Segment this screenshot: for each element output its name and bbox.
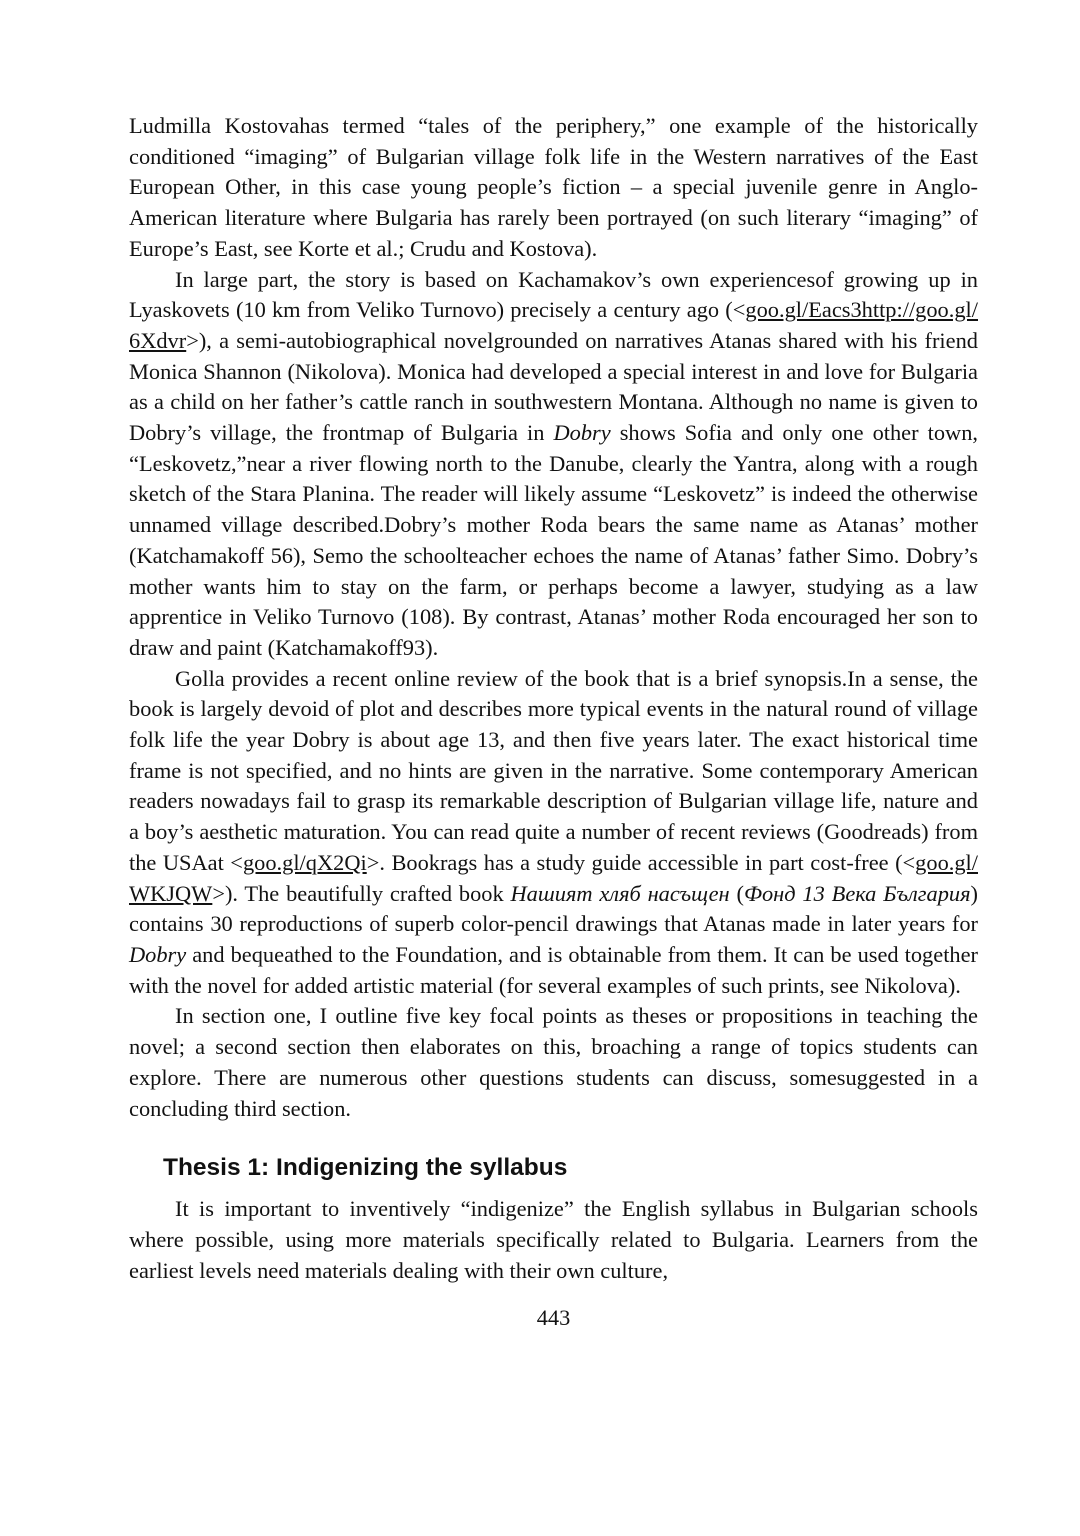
text-run: Golla provides a recent online review of the book that is a brief synopsis.In a sense, the book is largely devoid of plot and describes more typical events in the natural round of village folk life the year Dobry is about age 13, and then five years later. The exact historical time frame is not specified, and no hints are given in the narrative. Some contemporary American readers nowadays fail to grasp its remarkable description of Bulgarian village life, nature and a boy’s aesthetic maturation. You can read quite a number of recent reviews (Goodreads) from the USAat < (129, 665, 978, 875)
text-run: In large part, the story is based on Kachamakov’s own experiencesof growing up in Lyaskovets (10 km from Veliko Turnovo) precisely a century ago (< (129, 266, 978, 323)
book-title-cyrillic: Нашият хляб насъщен (510, 880, 730, 906)
paragraph-tales-of-periphery (129, 111, 978, 265)
link-goo-gl-eacs3-6xdvr[interactable]: goo.gl/Eacs3http://goo.gl/6Xdvr (129, 297, 978, 353)
text-run: >). The beautifully crafted book (212, 880, 511, 906)
text-run: It is important to inventively “indigenize” the English syllabus in Bulgarian schools where possible, using more materials specifically related to Bulgaria. Learners from the earliest levels need materials dealing with their own culture, (129, 1196, 978, 1283)
text-run: Ludmilla Kostovahas termed “tales of the periphery,” one example of the historically conditioned “imaging” of Bulgarian village folk life in the Western narratives of the East European Other, in this case young people’s fiction – a special juvenile genre in Anglo-American literature where Bulgaria has rarely been portrayed (on such literary “imaging” of Europe’s East, see Korte et al.; Crudu and Kostova). (129, 113, 978, 261)
text-block (129, 111, 978, 1334)
foundation-name-cyrillic: Фонд 13 Века България (743, 880, 971, 906)
text-run: ) contains 30 reproductions of superb color-pencil drawings that Atanas made in later years for (129, 880, 978, 937)
link-goo-gl-qx2qi[interactable]: goo.gl/qX2Qi (242, 849, 367, 875)
text-run: shows Sofia and only one other town, “Leskovetz,”near a river flowing north to the Danube, clearly the Yantra, along with a rough sketch of the Stara Planina. The reader will likely assume “Leskovetz” is indeed the otherwise unnamed village described.Dobry’s mother Roda bears the same name as Atanas’ mother (Katchamakoff 56), Semo the schoolteacher echoes the name of Atanas’ father Simo. Dobry’s mother wants him to stay on the farm, or perhaps become a lawyer, studying as a law apprentice in Veliko Turnovo (108). By contrast, Atanas’ mother Roda encouraged her son to draw and paint (Katchamakoff93). (129, 420, 978, 660)
text-run: >), a semi-autobiographical novelgrounded on narratives Atanas shared with his friend Monica Shannon (Nikolova). Monica had developed a special interest in and love for Bulgaria as a child on her father’s cattle ranch in southwestern Montana. Although no name is given to Dobry’s village, the frontmap of Bulgaria in (129, 327, 978, 446)
book-title-dobry: Dobry (129, 941, 187, 967)
text-run: ( (729, 880, 744, 906)
paragraph-golla-review (129, 664, 978, 1002)
paragraph-sections-outline (129, 1001, 978, 1124)
book-title-dobry: Dobry (553, 420, 611, 446)
text-run: In section one, I outline five key focal points as theses or propositions in teaching the novel; a second section then elaborates on this, broaching a range of topics students can explore. There are numerous other questions students can discuss, somesuggested in a concluding third section. (129, 1003, 978, 1121)
link-goo-gl-wkjqw[interactable]: goo.gl/WKJQW (129, 849, 978, 906)
page-number: 443 (536, 1305, 571, 1331)
text-run: and bequeathed to the Foundation, and is obtainable from them. It can be used together with the novel for added artistic material (for several examples of such prints, see Nikolova). (129, 941, 978, 998)
paragraph-indigenize-syllabus (129, 1194, 978, 1286)
section-heading-thesis-1: Thesis 1: Indigenizing the syllabus (163, 1154, 568, 1182)
text-run: >. Bookrags has a study guide accessible in part cost-free (< (366, 849, 916, 875)
paragraph-story-background (129, 265, 978, 664)
